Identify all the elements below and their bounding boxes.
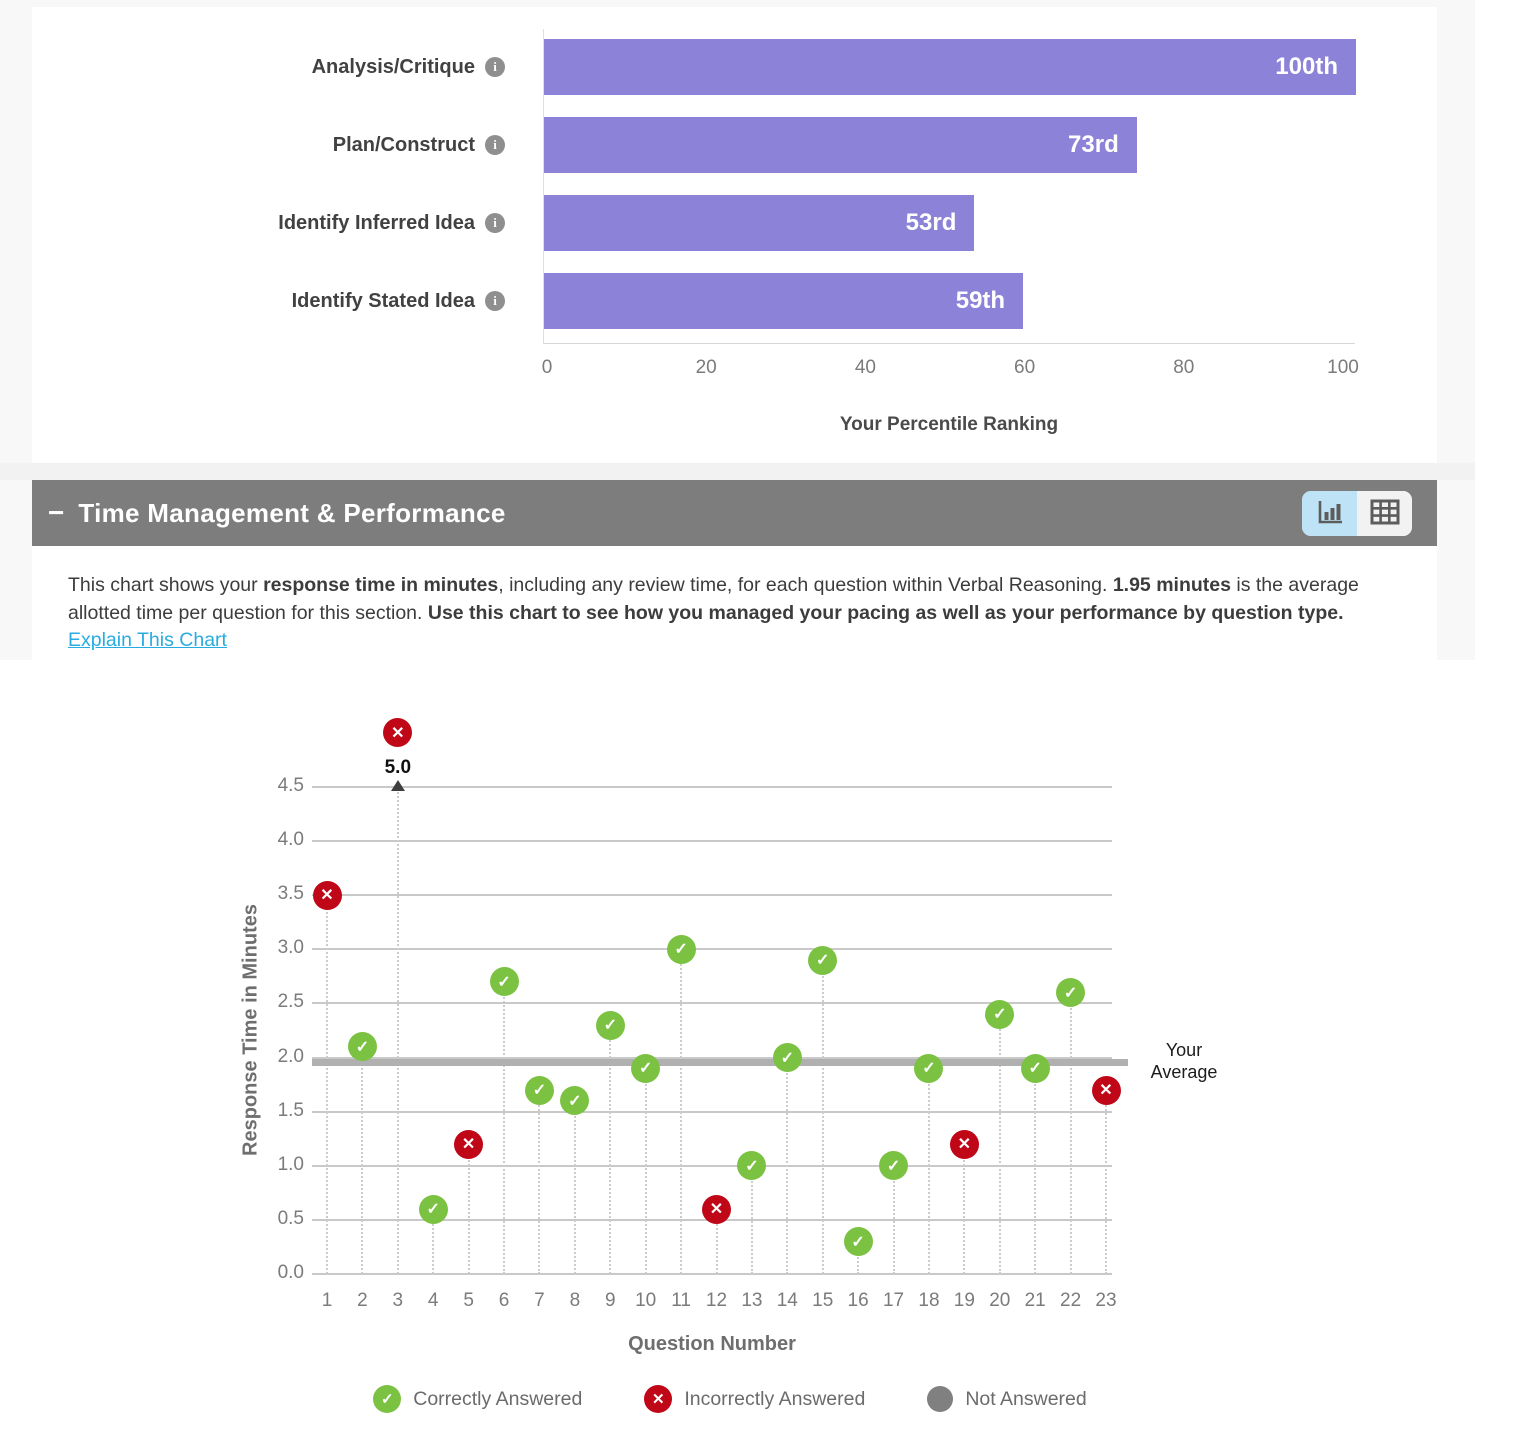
- explain-this-chart-link[interactable]: Explain This Chart: [68, 629, 227, 651]
- x-tick-label: 22: [1060, 1290, 1082, 1311]
- gridline: [312, 786, 1112, 788]
- average-line: [312, 1059, 1128, 1066]
- x-tick-label: 20: [695, 357, 717, 378]
- info-icon[interactable]: i: [485, 213, 505, 233]
- percentile-bar[interactable]: [544, 273, 1023, 329]
- x-tick-label: 9: [604, 1290, 616, 1311]
- y-tick-label: 2.5: [277, 991, 304, 1013]
- x-tick-label: 11: [671, 1290, 691, 1311]
- x-axis-title: Question Number: [628, 1333, 796, 1355]
- percentile-bars: [543, 29, 1355, 344]
- chart-legend: [280, 1385, 1180, 1413]
- legend-item: [373, 1385, 582, 1413]
- info-icon[interactable]: i: [485, 291, 505, 311]
- y-tick-label: 4.0: [277, 829, 304, 851]
- x-tick-label: 40: [854, 357, 876, 378]
- view-toggle: [1302, 491, 1412, 536]
- point-stem: [574, 1101, 576, 1274]
- not-answered-icon: [927, 1386, 953, 1412]
- percentile-bar-value: 59th: [955, 287, 1006, 314]
- bar-category-text: Identify Inferred Idea: [278, 211, 475, 234]
- scatter-point[interactable]: ✕: [383, 718, 412, 747]
- table-view-button[interactable]: [1357, 491, 1412, 536]
- bar-chart-icon: [1316, 499, 1344, 528]
- gridline: [312, 1165, 1112, 1167]
- bar-category-text: Plan/Construct: [332, 133, 475, 156]
- point-stem: [645, 1068, 647, 1274]
- point-stem: [786, 1058, 788, 1274]
- x-tick-label: 12: [705, 1290, 728, 1311]
- scatter-point[interactable]: ✓: [985, 1000, 1014, 1029]
- scatter-point[interactable]: ✕: [950, 1130, 979, 1159]
- scatter-point[interactable]: ✓: [490, 967, 519, 996]
- description-text: Use this chart to see how you managed your pacing as well as your performance by question type.: [427, 601, 1344, 624]
- y-tick-label: 3.0: [277, 937, 304, 959]
- bar-category-label: [32, 273, 505, 329]
- point-stem: [1105, 1090, 1107, 1274]
- scatter-point[interactable]: ✓: [525, 1076, 554, 1105]
- correct-icon: ✓: [373, 1385, 401, 1413]
- description-text: , including any review time, for each question within Verbal Reasoning.: [498, 574, 1113, 596]
- legend-item: [644, 1385, 865, 1413]
- x-tick-label: 6: [498, 1290, 510, 1311]
- x-tick-label: 14: [776, 1290, 798, 1311]
- x-tick-label: 4: [427, 1290, 439, 1311]
- legend-label: Correctly Answered: [413, 1387, 583, 1410]
- x-tick-label: 10: [635, 1290, 657, 1311]
- incorrect-icon: ✕: [644, 1385, 672, 1413]
- point-stem: [1070, 993, 1072, 1274]
- y-tick-label: 2.0: [277, 1045, 304, 1067]
- your-average-label: Your Average: [1150, 1040, 1218, 1082]
- collapse-icon[interactable]: −: [48, 497, 65, 528]
- scatter-point[interactable]: ✓: [560, 1086, 589, 1115]
- percentile-bar[interactable]: [544, 39, 1356, 95]
- percentile-bar-value: 73rd: [1068, 131, 1119, 158]
- bar-category-text: Analysis/Critique: [311, 55, 475, 78]
- time-chart-description: [68, 572, 1405, 655]
- x-tick-label: 60: [1014, 357, 1036, 378]
- scatter-point[interactable]: ✓: [667, 935, 696, 964]
- gridline: [312, 1057, 1112, 1059]
- scatter-point[interactable]: ✓: [879, 1151, 908, 1180]
- clipped-arrow-icon: [391, 780, 405, 791]
- x-tick-label: 1: [321, 1290, 333, 1311]
- y-tick-label: 1.5: [277, 1099, 304, 1121]
- point-stem: [503, 982, 505, 1274]
- page-top-strip: [0, 0, 1475, 7]
- y-tick-label: 0.5: [277, 1207, 304, 1229]
- x-tick-label: 16: [847, 1290, 869, 1311]
- time-chart: [0, 660, 1475, 1437]
- percentile-bar[interactable]: [544, 195, 974, 251]
- legend-label: Not Answered: [965, 1387, 1087, 1410]
- scatter-point[interactable]: ✓: [808, 946, 837, 975]
- scatter-point[interactable]: ✕: [454, 1130, 483, 1159]
- time-management-header: [32, 480, 1437, 546]
- percentile-x-axis: [541, 357, 1359, 381]
- y-tick-label: 4.5: [277, 775, 304, 796]
- y-tick-label: 1.0: [277, 1153, 304, 1175]
- point-stem: [928, 1068, 930, 1274]
- gridline: [312, 840, 1112, 842]
- point-stem: [963, 1144, 965, 1274]
- description-text: is the average allotted time per question for this section.: [68, 574, 1359, 624]
- time-plot: [239, 724, 1218, 1355]
- legend-label: Incorrectly Answered: [684, 1387, 866, 1410]
- table-icon: [1370, 499, 1400, 528]
- point-stem: [468, 1144, 470, 1274]
- clipped-value-label: 5.0: [384, 757, 412, 778]
- x-tick-label: 100: [1327, 357, 1359, 378]
- x-tick-label: 13: [741, 1290, 763, 1311]
- description-text: 1.95 minutes: [1112, 574, 1231, 596]
- x-tick-label: 80: [1173, 357, 1195, 378]
- x-tick-label: 5: [463, 1290, 474, 1311]
- scatter-point[interactable]: ✓: [348, 1032, 377, 1061]
- x-tick-label: 19: [953, 1290, 975, 1311]
- percentile-axis-title: Your Percentile Ranking: [839, 414, 1059, 435]
- info-icon[interactable]: i: [485, 135, 505, 155]
- x-tick-label: 0: [541, 357, 553, 378]
- y-tick-label: 0.0: [277, 1262, 304, 1283]
- percentile-bar-value: 53rd: [905, 209, 957, 236]
- scatter-point[interactable]: ✓: [914, 1054, 943, 1083]
- gridline: [312, 1111, 1112, 1113]
- point-stem: [999, 1014, 1001, 1274]
- section-title: Time Management & Performance: [78, 497, 506, 528]
- point-stem: [1034, 1068, 1036, 1274]
- description-text: response time in minutes: [263, 574, 499, 596]
- gridline: [312, 894, 1112, 896]
- section-divider: [0, 463, 1475, 480]
- point-stem: [822, 960, 824, 1274]
- point-stem: [361, 1047, 363, 1274]
- point-stem: [680, 949, 682, 1274]
- x-tick-label: 23: [1095, 1290, 1117, 1311]
- scatter-point[interactable]: ✓: [631, 1054, 660, 1083]
- bar-category-label: [32, 117, 505, 173]
- scatter-point[interactable]: ✓: [737, 1151, 766, 1180]
- scatter-point[interactable]: ✕: [702, 1195, 731, 1224]
- info-icon[interactable]: i: [485, 57, 505, 77]
- x-tick-label: 18: [918, 1290, 940, 1311]
- description-text: This chart shows your: [68, 574, 264, 596]
- bar-category-label: [32, 195, 505, 251]
- gridline: [312, 948, 1112, 950]
- scatter-point[interactable]: ✕: [1092, 1076, 1121, 1105]
- scatter-point[interactable]: ✓: [1056, 978, 1085, 1007]
- point-stem: [397, 787, 399, 1274]
- point-stem: [751, 1166, 753, 1274]
- chart-view-button[interactable]: [1302, 491, 1357, 536]
- bar-category-label: [32, 39, 505, 95]
- legend-item: [927, 1386, 1086, 1412]
- percentile-bar-value: 100th: [1275, 53, 1338, 80]
- x-tick-label: 2: [357, 1290, 368, 1311]
- x-tick-label: 17: [882, 1290, 905, 1311]
- x-tick-label: 3: [392, 1290, 404, 1311]
- percentile-bar[interactable]: [544, 117, 1137, 173]
- point-stem: [893, 1166, 895, 1274]
- x-tick-label: 21: [1024, 1290, 1046, 1311]
- scatter-point[interactable]: ✕: [313, 881, 342, 910]
- scatter-point[interactable]: ✓: [1021, 1054, 1050, 1083]
- scatter-point[interactable]: ✓: [773, 1043, 802, 1072]
- y-axis-title: Response Time in Minutes: [239, 904, 262, 1156]
- point-stem: [538, 1090, 540, 1274]
- y-tick-label: 3.5: [277, 883, 304, 905]
- bar-category-text: Identify Stated Idea: [291, 289, 475, 312]
- x-tick-label: 7: [534, 1290, 545, 1311]
- scatter-point[interactable]: ✓: [844, 1227, 873, 1256]
- x-tick-label: 20: [989, 1290, 1011, 1311]
- scatter-point[interactable]: ✓: [419, 1195, 448, 1224]
- scatter-point[interactable]: ✓: [596, 1011, 625, 1040]
- point-stem: [326, 895, 328, 1274]
- x-tick-label: 8: [569, 1290, 581, 1311]
- x-tick-label: 15: [812, 1290, 834, 1311]
- percentile-chart: [32, 7, 1437, 463]
